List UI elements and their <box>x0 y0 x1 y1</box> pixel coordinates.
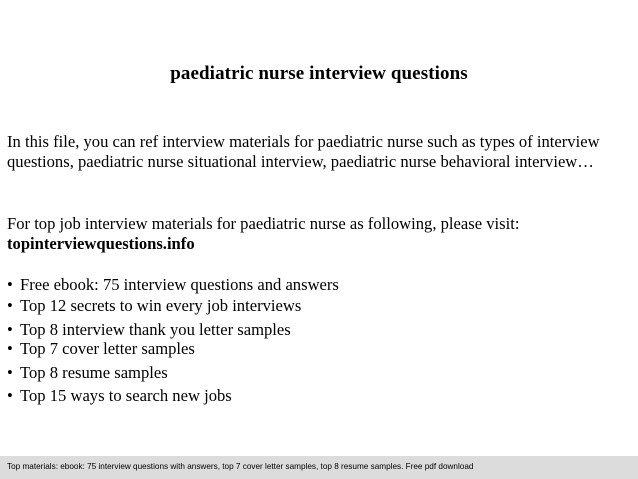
bullet-marker: • <box>7 339 13 358</box>
footer-text: Top materials: ebook: 75 interview questions with answers, top 7 cover letter samples, top 8 resume samples. Free pdf download <box>7 462 474 471</box>
visit-text: For top job interview materials for paediatric nurse as following, please visit: <box>7 214 520 233</box>
visit-paragraph <box>7 214 631 254</box>
website-link[interactable]: topinterviewquestions.info <box>7 234 195 253</box>
list-item-resume-samples <box>7 363 168 383</box>
list-item-cover-letters <box>7 339 195 359</box>
intro-paragraph: In this file, you can ref interview materials for paediatric nurse such as types of interview questions, paediatric nurse situational interview, paediatric nurse behavioral interview… <box>7 132 600 171</box>
list-item-text: Top 8 interview thank you letter samples <box>20 320 291 339</box>
bullet-marker: • <box>7 296 13 315</box>
bullet-marker: • <box>7 320 13 339</box>
footer-bar <box>0 456 638 479</box>
bullet-marker: • <box>7 275 13 294</box>
list-item-text: Top 15 ways to search new jobs <box>20 386 232 405</box>
slide-title: paediatric nurse interview questions <box>170 63 468 84</box>
list-item-thank-you-letters <box>7 320 291 340</box>
list-item-secrets <box>7 296 301 316</box>
list-item-text: Top 7 cover letter samples <box>20 339 195 358</box>
list-item-text: Top 12 secrets to win every job interviews <box>20 296 302 315</box>
list-item-text: Top 8 resume samples <box>20 363 168 382</box>
list-item-job-search <box>7 386 232 406</box>
bullet-marker: • <box>7 386 13 405</box>
list-item-text: Free ebook: 75 interview questions and answers <box>20 275 339 294</box>
bullet-marker: • <box>7 363 13 382</box>
list-item-free-ebook <box>7 275 339 295</box>
